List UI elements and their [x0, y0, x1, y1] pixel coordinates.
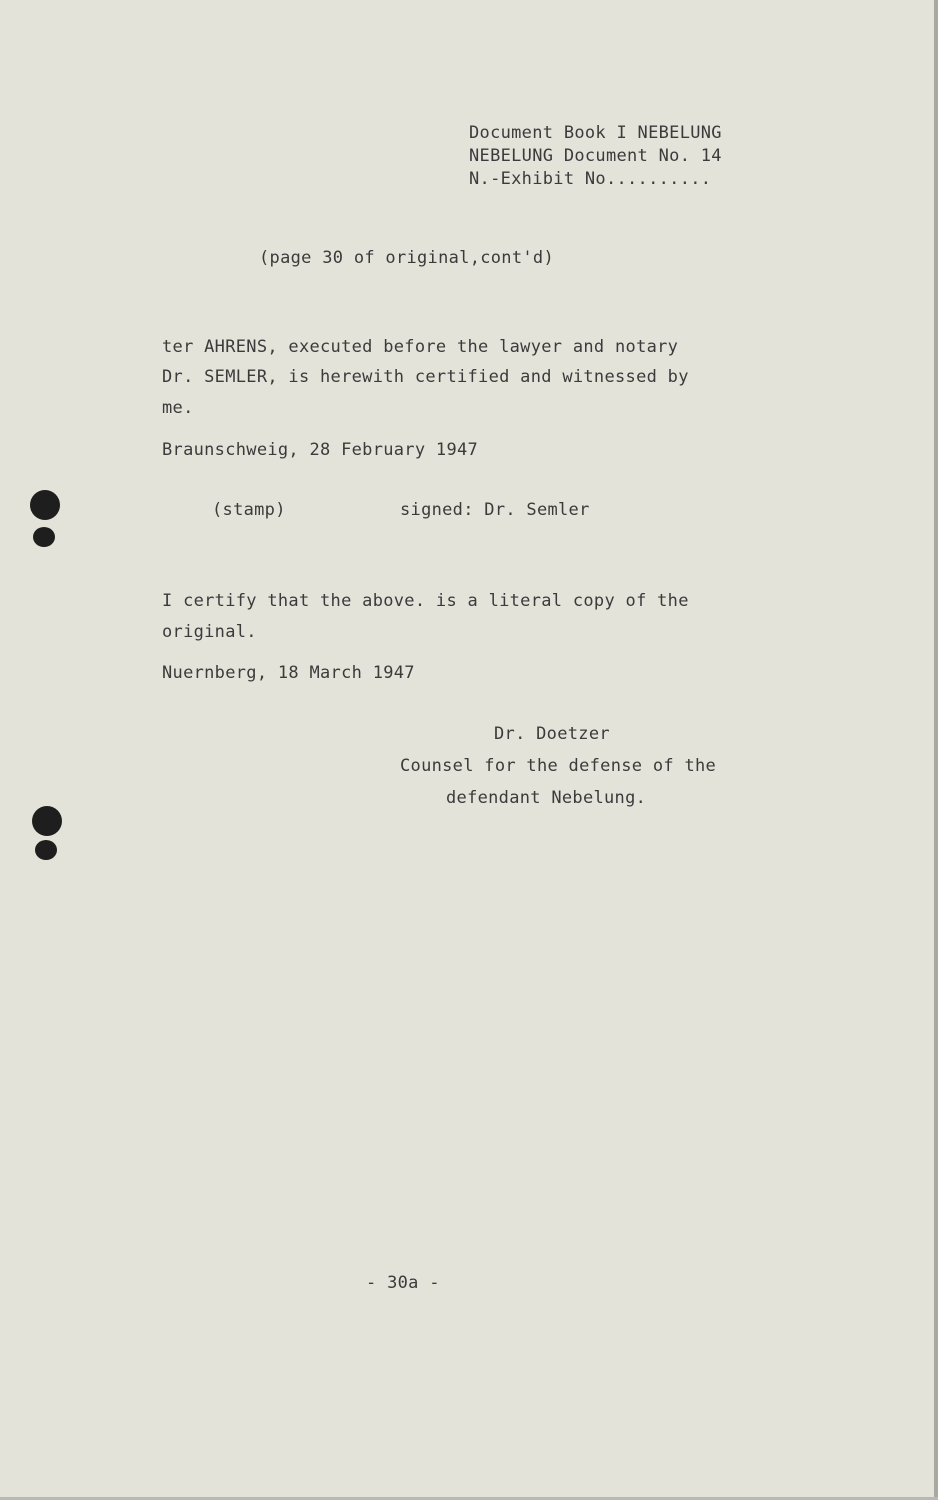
stamp-note: (stamp) [212, 500, 286, 520]
header-document-book: Document Book I NEBELUNG [469, 123, 722, 143]
header-exhibit-number: N.-Exhibit No.......... [469, 169, 712, 189]
page-reference: (page 30 of original,cont'd) [259, 248, 554, 268]
body-line-3: me. [162, 398, 194, 418]
signatory-title-2: defendant Nebelung. [446, 788, 647, 808]
certification-line-1: I certify that the above. is a literal copy of the [162, 591, 689, 611]
signed-note: signed: Dr. Semler [400, 500, 590, 520]
certification-line-2: original. [162, 622, 257, 642]
place-date-braunschweig: Braunschweig, 28 February 1947 [162, 440, 479, 460]
header-document-number: NEBELUNG Document No. 14 [469, 146, 722, 166]
punch-hole-top [30, 490, 60, 520]
signatory-title-1: Counsel for the defense of the [400, 756, 717, 776]
punch-hole-top-tail [33, 527, 55, 547]
place-date-nuernberg: Nuernberg, 18 March 1947 [162, 663, 415, 683]
body-line-2: Dr. SEMLER, is herewith certified and witnessed by [162, 367, 689, 387]
document-header [469, 122, 722, 191]
punch-hole-bottom [32, 806, 62, 836]
punch-hole-bottom-tail [35, 840, 57, 860]
page-edge-right [934, 0, 938, 1500]
body-line-1: ter AHRENS, executed before the lawyer and notary [162, 337, 679, 357]
page-number: - 30a - [366, 1273, 440, 1293]
signatory-name: Dr. Doetzer [494, 724, 610, 744]
